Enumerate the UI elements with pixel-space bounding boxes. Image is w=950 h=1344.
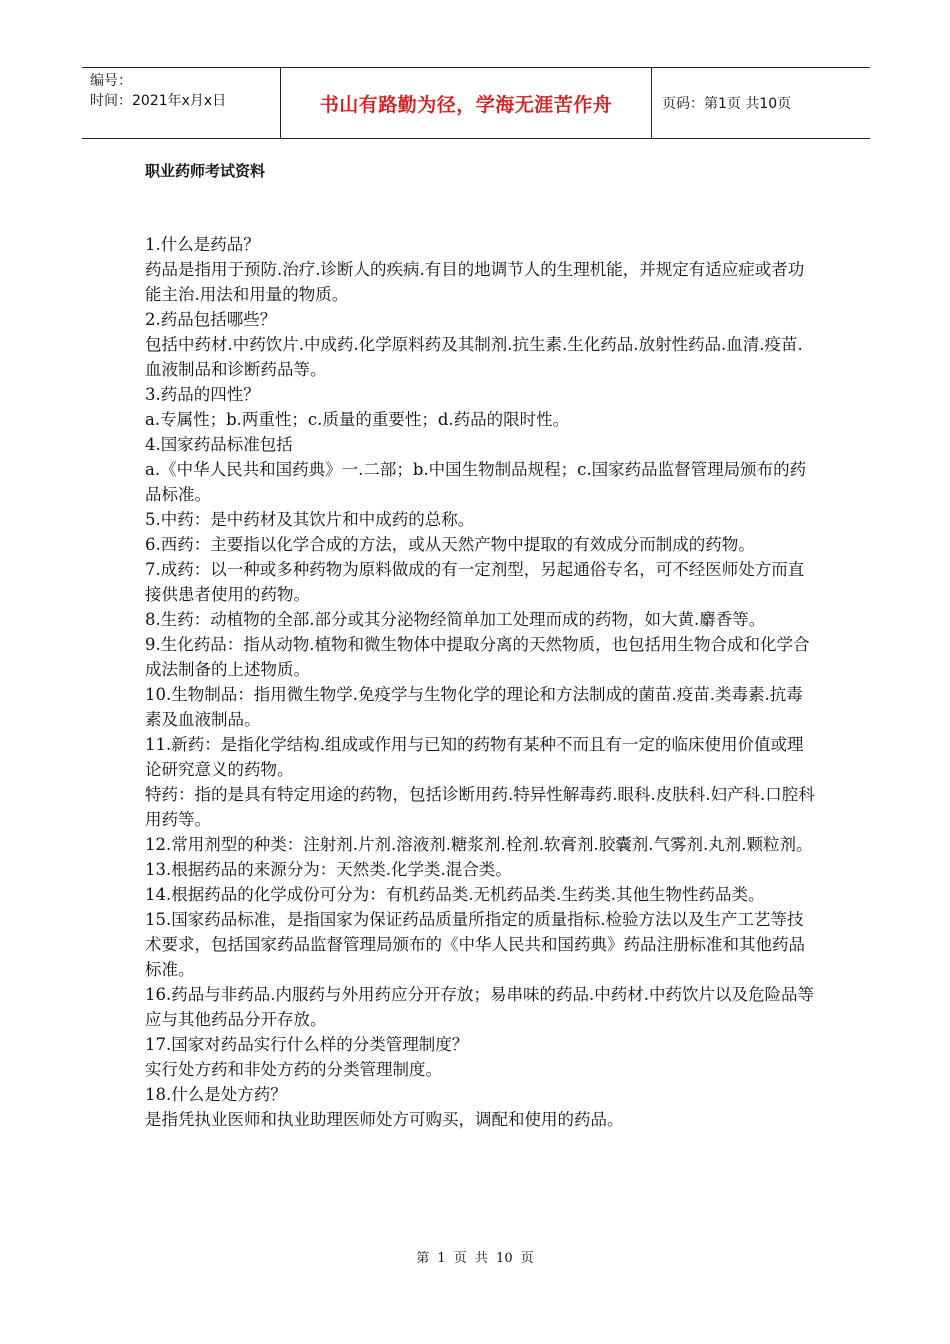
paragraph: 3.药品的四性？ [145,385,260,404]
paragraph: a.《中华人民共和国药典》一.二部；b.中国生物制品规程；c.国家药品监督管理局颁布的药品标准。 [145,460,807,504]
page-header [82,67,870,139]
paragraph: 1.什么是药品？ [145,235,260,254]
number-label: 编号： [90,73,132,89]
paragraph: 药品是指用于预防.治疗.诊断人的疾病.有目的地调节人的生理机能，并规定有适应症或者功能主治.用法和用量的物质。 [145,260,805,304]
paragraph: 16.药品与非药品.内服药与外用药应分开存放；易串味的药品.中药材.中药饮片以及危险品等应与其他药品分开存放。 [145,985,814,1029]
paragraph: 包括中药材.中药饮片.中成药.化学原料药及其制剂.抗生素.生化药品.放射性药品.血清.疫苗.血液制品和诊断药品等。 [145,335,803,379]
paragraph: 12.常用剂型的种类：注射剂.片剂.溶液剂.糖浆剂.栓剂.软膏剂.胶囊剂.气雾剂.丸剂.颗粒剂。 [145,835,813,854]
time-label: 时间：2021年x月x日 [90,93,227,109]
paragraph: 4.国家药品标准包括 [145,435,293,454]
paragraph: a.专属性；b.两重性；c.质量的重要性；d.药品的限时性。 [145,410,570,429]
paragraph: 15.国家药品标准，是指国家为保证药品质量所指定的质量指标.检验方法以及生产工艺等技术要求，包括国家药品监督管理局颁布的《中华人民共和国药典》药品注册标准和其他药品标准。 [145,910,805,979]
paragraph: 9.生化药品：指从动物.植物和微生物体中提取分离的天然物质，也包括用生物合成和化学合成法制备的上述物质。 [145,635,810,679]
paragraph: 17.国家对药品实行什么样的分类管理制度？ [145,1035,469,1054]
paragraph: 18.什么是处方药？ [145,1085,287,1104]
paragraph: 11.新药：是指化学结构.组成或作用与已知的药物有某种不而且有一定的临床使用价值或理论研究意义的药物。 [145,735,804,779]
document-body [145,232,815,1132]
paragraph: 2.药品包括哪些？ [145,310,277,329]
paragraph: 13.根据药品的来源分为：天然类.化学类.混合类。 [145,860,512,879]
paragraph: 10.生物制品：指用微生物学.免疫学与生物化学的理论和方法制成的菌苗.疫苗.类毒素.抗毒素及血液制品。 [145,685,803,729]
paragraph: 实行处方药和非处方药的分类管理制度。 [145,1060,442,1079]
paragraph: 5.中药：是中药材及其饮片和中成药的总称。 [145,510,475,529]
paragraph: 7.成药：以一种或多种药物为原料做成的有一定剂型，另起通俗专名，可不经医师处方而直接供患者使用的药物。 [145,560,805,604]
header-page-info: 页码：第1页 共10页 [662,96,792,112]
page-footer: 第 1 页 共 10 页 [416,1251,534,1266]
paragraph: 14.根据药品的化学成份可分为：有机药品类.无机药品类.生药类.其他生物性药品类。 [145,885,765,904]
paragraph: 6.西药：主要指以化学合成的方法，或从天然产物中提取的有效成分而制成的药物。 [145,535,755,554]
header-meta [82,68,280,138]
paragraph: 8.生药：动植物的全部.部分或其分泌物经简单加工处理而成的药物，如大黄.麝香等。 [145,610,766,629]
paragraph: 特药：指的是具有特定用途的药物，包括诊断用药.特异性解毒药.眼科.皮肤科.妇产科.口腔科用药等。 [145,785,815,829]
document-title: 职业药师考试资料 [145,162,266,180]
paragraph: 是指凭执业医师和执业助理医师处方可购买，调配和使用的药品。 [145,1110,624,1129]
header-motto: 书山有路勤为径，学海无涯苦作舟 [280,68,652,138]
